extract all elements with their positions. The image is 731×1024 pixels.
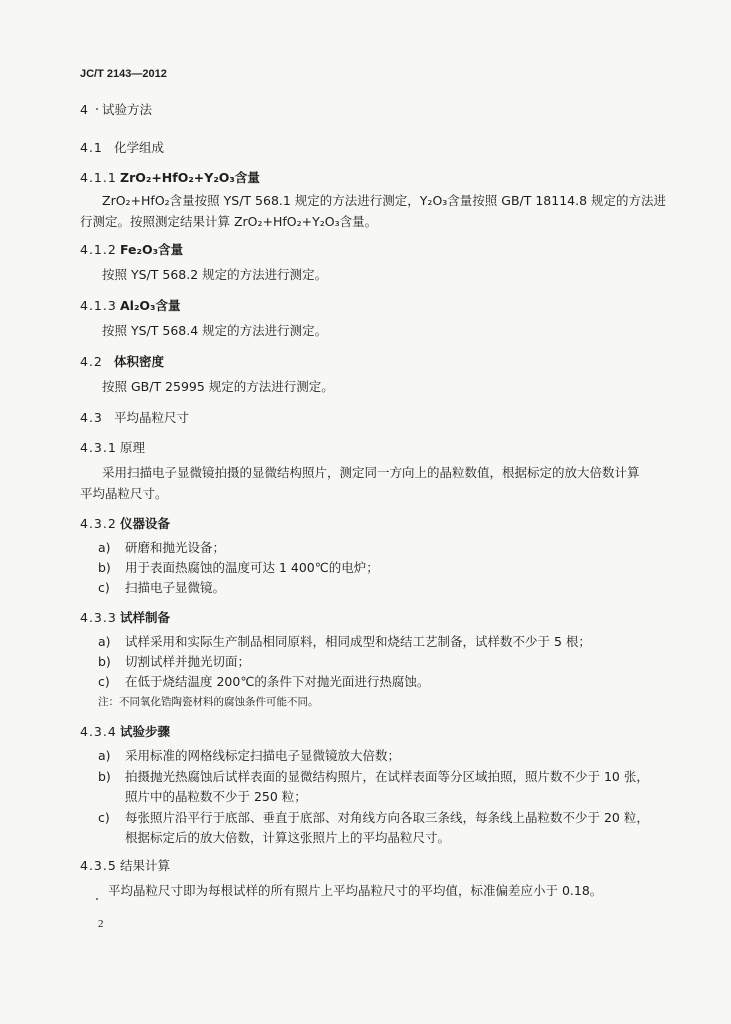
- heading-4-3-1: [80, 438, 145, 456]
- heading-number: 4.1: [80, 140, 103, 155]
- heading-number: 4.3.5: [80, 858, 117, 873]
- scan-speck: [96, 898, 98, 900]
- heading-title: 化学组成: [114, 140, 165, 155]
- page-number: 2: [98, 918, 104, 930]
- list-item: c) 扫描电子显微镜。: [98, 580, 226, 595]
- paragraph-4-1-1-line2: 行测定。按照测定结果计算 ZrO₂+HfO₂+Y₂O₃含量。: [80, 214, 378, 229]
- heading-title: 试验步骤: [120, 724, 171, 739]
- heading-title: 结果计算: [120, 858, 171, 873]
- heading-title: 试样制备: [120, 610, 171, 625]
- heading-title: 原理: [120, 440, 146, 455]
- heading-number: 4.1.2: [80, 242, 117, 257]
- heading-4-3-4: [80, 722, 170, 740]
- heading-4-1-2: [80, 240, 183, 258]
- heading-number: 4.1.1: [80, 170, 117, 185]
- list-item: c) 每张照片沿平行于底部、垂直于底部、对角线方向各取三条线，每条线上晶粒数不少于 20 粒，: [98, 810, 649, 825]
- list-item: a) 试样采用和实际生产制品相同原料，相同成型和烧结工艺制备，试样数不少于 5 根；: [98, 634, 591, 649]
- heading-number: 4.3.2: [80, 516, 117, 531]
- heading-number: 4.1.3: [80, 298, 117, 313]
- heading-4-2: [80, 352, 164, 370]
- heading-title: Fe₂O₃含量: [120, 242, 184, 257]
- heading-4-1: [80, 138, 164, 156]
- heading-number: 4.3: [80, 410, 103, 425]
- heading-4-3: [80, 408, 189, 426]
- heading-4-3-2: [80, 514, 170, 532]
- list-item-continuation: 根据标定后的放大倍数，计算这张照片上的平均晶粒尺寸。: [125, 830, 451, 845]
- heading-4-3-3: [80, 608, 170, 626]
- list-item: c) 在低于烧结温度 200℃的条件下对抛光面进行热腐蚀。: [98, 674, 430, 689]
- note: 注：不同氧化锆陶瓷材料的腐蚀条件可能不同。: [98, 696, 319, 708]
- heading-4-1-1: [80, 168, 260, 186]
- list-item: a) 研磨和抛光设备；: [98, 540, 226, 555]
- list-item-continuation: 照片中的晶粒数不少于 250 粒；: [125, 789, 307, 804]
- list-item: b) 用于表面热腐蚀的温度可达 1 400℃的电炉；: [98, 560, 379, 575]
- list-item: a) 采用标准的网格线标定扫描电子显微镜放大倍数；: [98, 748, 401, 763]
- heading-title: Al₂O₃含量: [120, 298, 181, 313]
- paragraph-4-1-3: 按照 YS/T 568.4 规定的方法进行测定。: [102, 323, 328, 338]
- heading-title: 仪器设备: [120, 516, 171, 531]
- heading-4-3-5: [80, 856, 170, 874]
- paragraph-4-1-1-line1: ZrO₂+HfO₂含量按照 YS/T 568.1 规定的方法进行测定，Y₂O₃含量按照 GB/T 18114.8 规定的方法进: [102, 193, 667, 208]
- list-item: b) 拍摄抛光热腐蚀后试样表面的显微结构照片，在试样表面等分区域拍照，照片数不少于 10 张，: [98, 769, 649, 784]
- heading-title: 体积密度: [114, 354, 165, 369]
- heading-number: 4: [80, 102, 89, 117]
- heading-number: 4.3.3: [80, 610, 117, 625]
- heading-4: [80, 100, 152, 118]
- standard-number: JC/T 2143—2012: [80, 68, 167, 80]
- paragraph-4-2: 按照 GB/T 25995 规定的方法进行测定。: [102, 379, 334, 394]
- paragraph-4-3-1-line2: 平均晶粒尺寸。: [80, 486, 168, 501]
- scan-speck: [96, 108, 98, 110]
- heading-number: 4.3.4: [80, 724, 117, 739]
- heading-title: ZrO₂+HfO₂+Y₂O₃含量: [120, 170, 260, 185]
- paragraph-4-3-5: 平均晶粒尺寸即为每根试样的所有照片上平均晶粒尺寸的平均值，标准偏差应小于 0.18。: [108, 883, 603, 898]
- list-item: b) 切割试样并抛光切面；: [98, 654, 251, 669]
- heading-title: 平均晶粒尺寸: [114, 410, 190, 425]
- paragraph-4-3-1-line1: 采用扫描电子显微镜拍摄的显微结构照片，测定同一方向上的晶粒数值，根据标定的放大倍数计算: [102, 465, 640, 480]
- heading-number: 4.2: [80, 354, 103, 369]
- heading-number: 4.3.1: [80, 440, 117, 455]
- paragraph-4-1-2: 按照 YS/T 568.2 规定的方法进行测定。: [102, 267, 328, 282]
- heading-4-1-3: [80, 296, 181, 314]
- heading-title: 试验方法: [102, 102, 153, 117]
